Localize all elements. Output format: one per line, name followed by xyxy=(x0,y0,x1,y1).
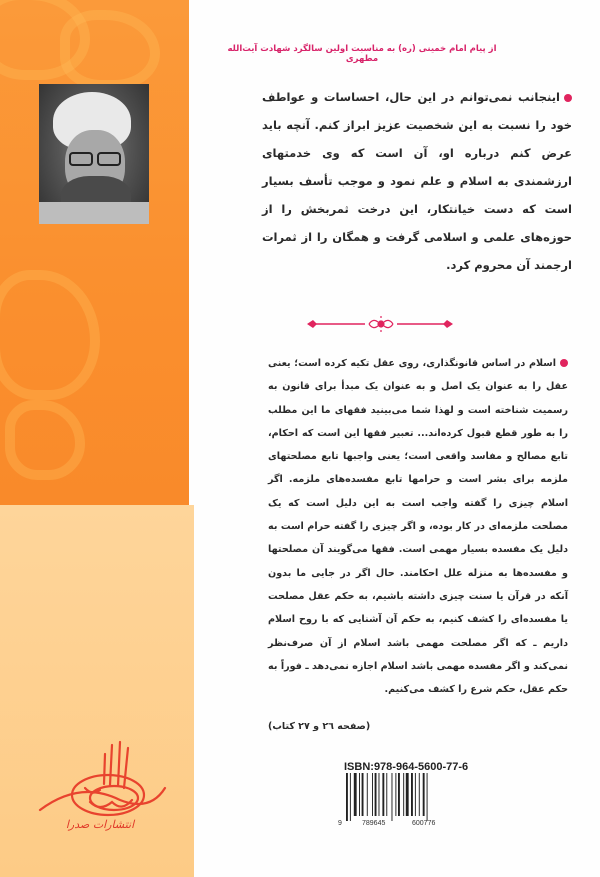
barcode-bar xyxy=(386,773,387,816)
quote-paragraph-1 xyxy=(262,83,572,279)
portrait-glasses xyxy=(65,152,125,166)
barcode-bar xyxy=(379,773,380,816)
barcode-bar xyxy=(395,773,396,816)
barcode-bar xyxy=(362,773,364,816)
divider-center-flourish xyxy=(369,316,393,332)
floral-ornament xyxy=(60,10,160,90)
quote-paragraph-1-text: اینجانب نمی‌توانم در این حال، احساسات و عواطف خود را نسبت به این شخصیت عزیز ابراز کنم. آنچه باید عرض کنم درباره او، آن است که وی خدمتهای ارزشمندی به اسلام و علم نمود و موجب تأسف بسیار است که دست خیانتکار، این درخت ثمربخش را از حوزه‌های علمی و اسلامی گرفت و همگان را از ثمرات ارجمند آن محروم کرد. xyxy=(262,90,572,272)
divider-tip-left xyxy=(307,320,317,328)
quote-paragraph-2 xyxy=(268,352,568,701)
author-portrait xyxy=(39,84,149,224)
floral-ornament xyxy=(0,270,100,400)
barcode-bar xyxy=(382,773,384,816)
barcode-bar xyxy=(415,773,416,816)
barcode-bar xyxy=(354,773,357,816)
barcode-digit-prefix: 9 xyxy=(338,820,342,827)
barcode-bar xyxy=(403,773,404,816)
barcode-bar xyxy=(427,773,428,821)
barcode-digits-right: 600776 xyxy=(412,820,436,827)
barcode-bar xyxy=(346,773,348,821)
barcode-bar xyxy=(375,773,377,816)
barcode-bar xyxy=(423,773,425,816)
barcode-bar xyxy=(392,773,393,821)
isbn-label: ISBN:978-964-5600-77-6 xyxy=(344,761,469,773)
portrait-robe xyxy=(39,202,149,224)
quote-source-heading: از پیام امام خمینی (ره) به مناسبت اولین سالگرد شهادت آیت‌الله مطهری xyxy=(227,44,497,64)
barcode-bar xyxy=(359,773,360,816)
bullet-icon xyxy=(564,94,572,102)
barcode-bar xyxy=(419,773,420,816)
bullet-icon xyxy=(560,359,568,367)
barcode-bar xyxy=(372,773,373,816)
barcode-bar xyxy=(406,773,409,816)
barcode-bar xyxy=(350,773,351,821)
barcode-digits-left: 789645 xyxy=(362,820,386,827)
divider-tip-right xyxy=(443,320,453,328)
publisher-name: انتشارات صدرا xyxy=(65,818,135,831)
barcode-bar xyxy=(411,773,413,816)
quote-paragraph-2-text: اسلام در اساس قانونگذاری، روی عقل تکیه کرده است؛ یعنی عقل را به عنوان یک اصل و به عنوان یک مبدأ برای قانون به رسمیت شناخته است و لهذا شما می‌بینید فقهای ما این مطلب را به طور قطع قبول کرده‌اند... تعبیر فقها این است که احکام، تابع مصالح و مفاسد واقعی است؛ یعنی واجبها تابع مصلحتهای ملزمه برای بشر است و حرامها تابع مفسده‌های ملزمه. اگر اسلام چیزی را گفته واجب است به این دلیل است که یک مصلحت ملزمه‌ای در کار بوده، و اگر چیزی را گفته حرام است به دلیل یک مفسده بسیار مهمی است. فقها می‌گویند آن مصلحتها و مفسده‌ها به منزله علل احکامند. حال اگر در جایی ما بدون آنکه در قرآن یا سنت چیزی داشته باشیم، به حکم عقل مصلحت یا مفسده‌ای را کشف کنیم، به حکم آن آشنایی که با روح اسلام داریم ـ که اگر مصلحت مهمی باشد اسلام از آن صرف‌نظر نمی‌کند و اگر مفسده مهمی باشد اسلام اجازه نمی‌دهد ـ فوراً به حکم عقل، حکم شرع را کشف می‌کنیم. xyxy=(268,358,568,696)
cover-orange-panel xyxy=(0,0,189,505)
barcode xyxy=(344,773,456,823)
ornamental-divider xyxy=(305,316,455,332)
barcode-bar xyxy=(398,773,400,816)
page-reference: (صفحه ۲٦ و ۲۷ کتاب) xyxy=(268,721,371,732)
barcode-bar xyxy=(367,773,368,816)
floral-ornament xyxy=(5,400,85,480)
